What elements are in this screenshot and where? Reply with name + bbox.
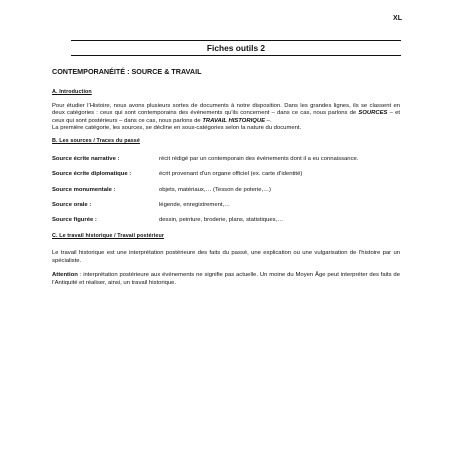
source-term: Source écrite narrative :	[52, 155, 120, 162]
intro-paragraph	[52, 103, 400, 133]
intro-text-2: – et ceux qui sont postérieurs – dans ce cas, nous parlons de	[52, 110, 401, 124]
corner-label: XL	[393, 15, 402, 22]
banner-title: Fiches outils 2	[71, 40, 401, 56]
source-description: dessin, peinture, broderie, plans, statistiques,…	[159, 217, 284, 224]
document-content	[52, 68, 400, 294]
source-term: Source orale :	[52, 202, 92, 209]
source-item	[52, 217, 400, 224]
source-description: légende, enregistrement,…	[159, 202, 231, 209]
attention-label: Attention	[52, 272, 78, 279]
attention-text: : interprétation postérieure aux événements ne signifie pas actuelle. Un moine du Moyen Âge peut interpréter des faits de l’Antiquité et réaliser, ainsi, un travail historique.	[52, 272, 400, 286]
source-description: écrit provenant d’un organe officiel (ex. carte d’identité)	[159, 171, 303, 178]
source-item	[52, 202, 400, 209]
section-c-heading: C. Le travail historique / Travail postérieur	[52, 232, 165, 239]
term-sources: SOURCES	[358, 110, 388, 117]
source-term: Source écrite diplomatique :	[52, 171, 132, 178]
source-term: Source monumentale :	[52, 186, 116, 193]
source-description: objets, matériaux,… (Tesson de poterie,…)	[159, 186, 271, 193]
source-description: récit rédigé par un contemporain des événements dont il a eu connaissance.	[159, 155, 359, 162]
source-item	[52, 171, 400, 178]
intro-text-1: Pour étudier l’Histoire, nous avons plusieurs sortes de documents à notre disposition. Dans les grandes lignes, ils se classent en deux catégories : ceux qui sont contemporains des événements qu’ils concernent – dans ce cas, nous parlons de	[52, 102, 400, 117]
intro-text-3: –.	[265, 117, 272, 124]
attention-paragraph	[52, 272, 400, 287]
source-item	[52, 156, 400, 163]
document-title: CONTEMPORANÉITÉ : SOURCE & TRAVAIL	[52, 67, 202, 76]
source-item	[52, 187, 400, 194]
term-travail-historique: TRAVAIL HISTORIQUE	[202, 117, 266, 124]
intro-text-4: La première catégorie, les sources, se décline en sous-catégories selon la nature du document.	[52, 125, 302, 132]
section-b-heading: B. Les sources / Traces du passé	[52, 138, 140, 145]
travail-paragraph: Le travail historique est une interprétation postérieure des faits du passé, une explication ou une vulgarisation de l’histoire par un spécialiste.	[52, 250, 400, 264]
section-a-heading: A. Introduction	[52, 89, 92, 96]
source-term: Source figurée :	[52, 217, 97, 224]
